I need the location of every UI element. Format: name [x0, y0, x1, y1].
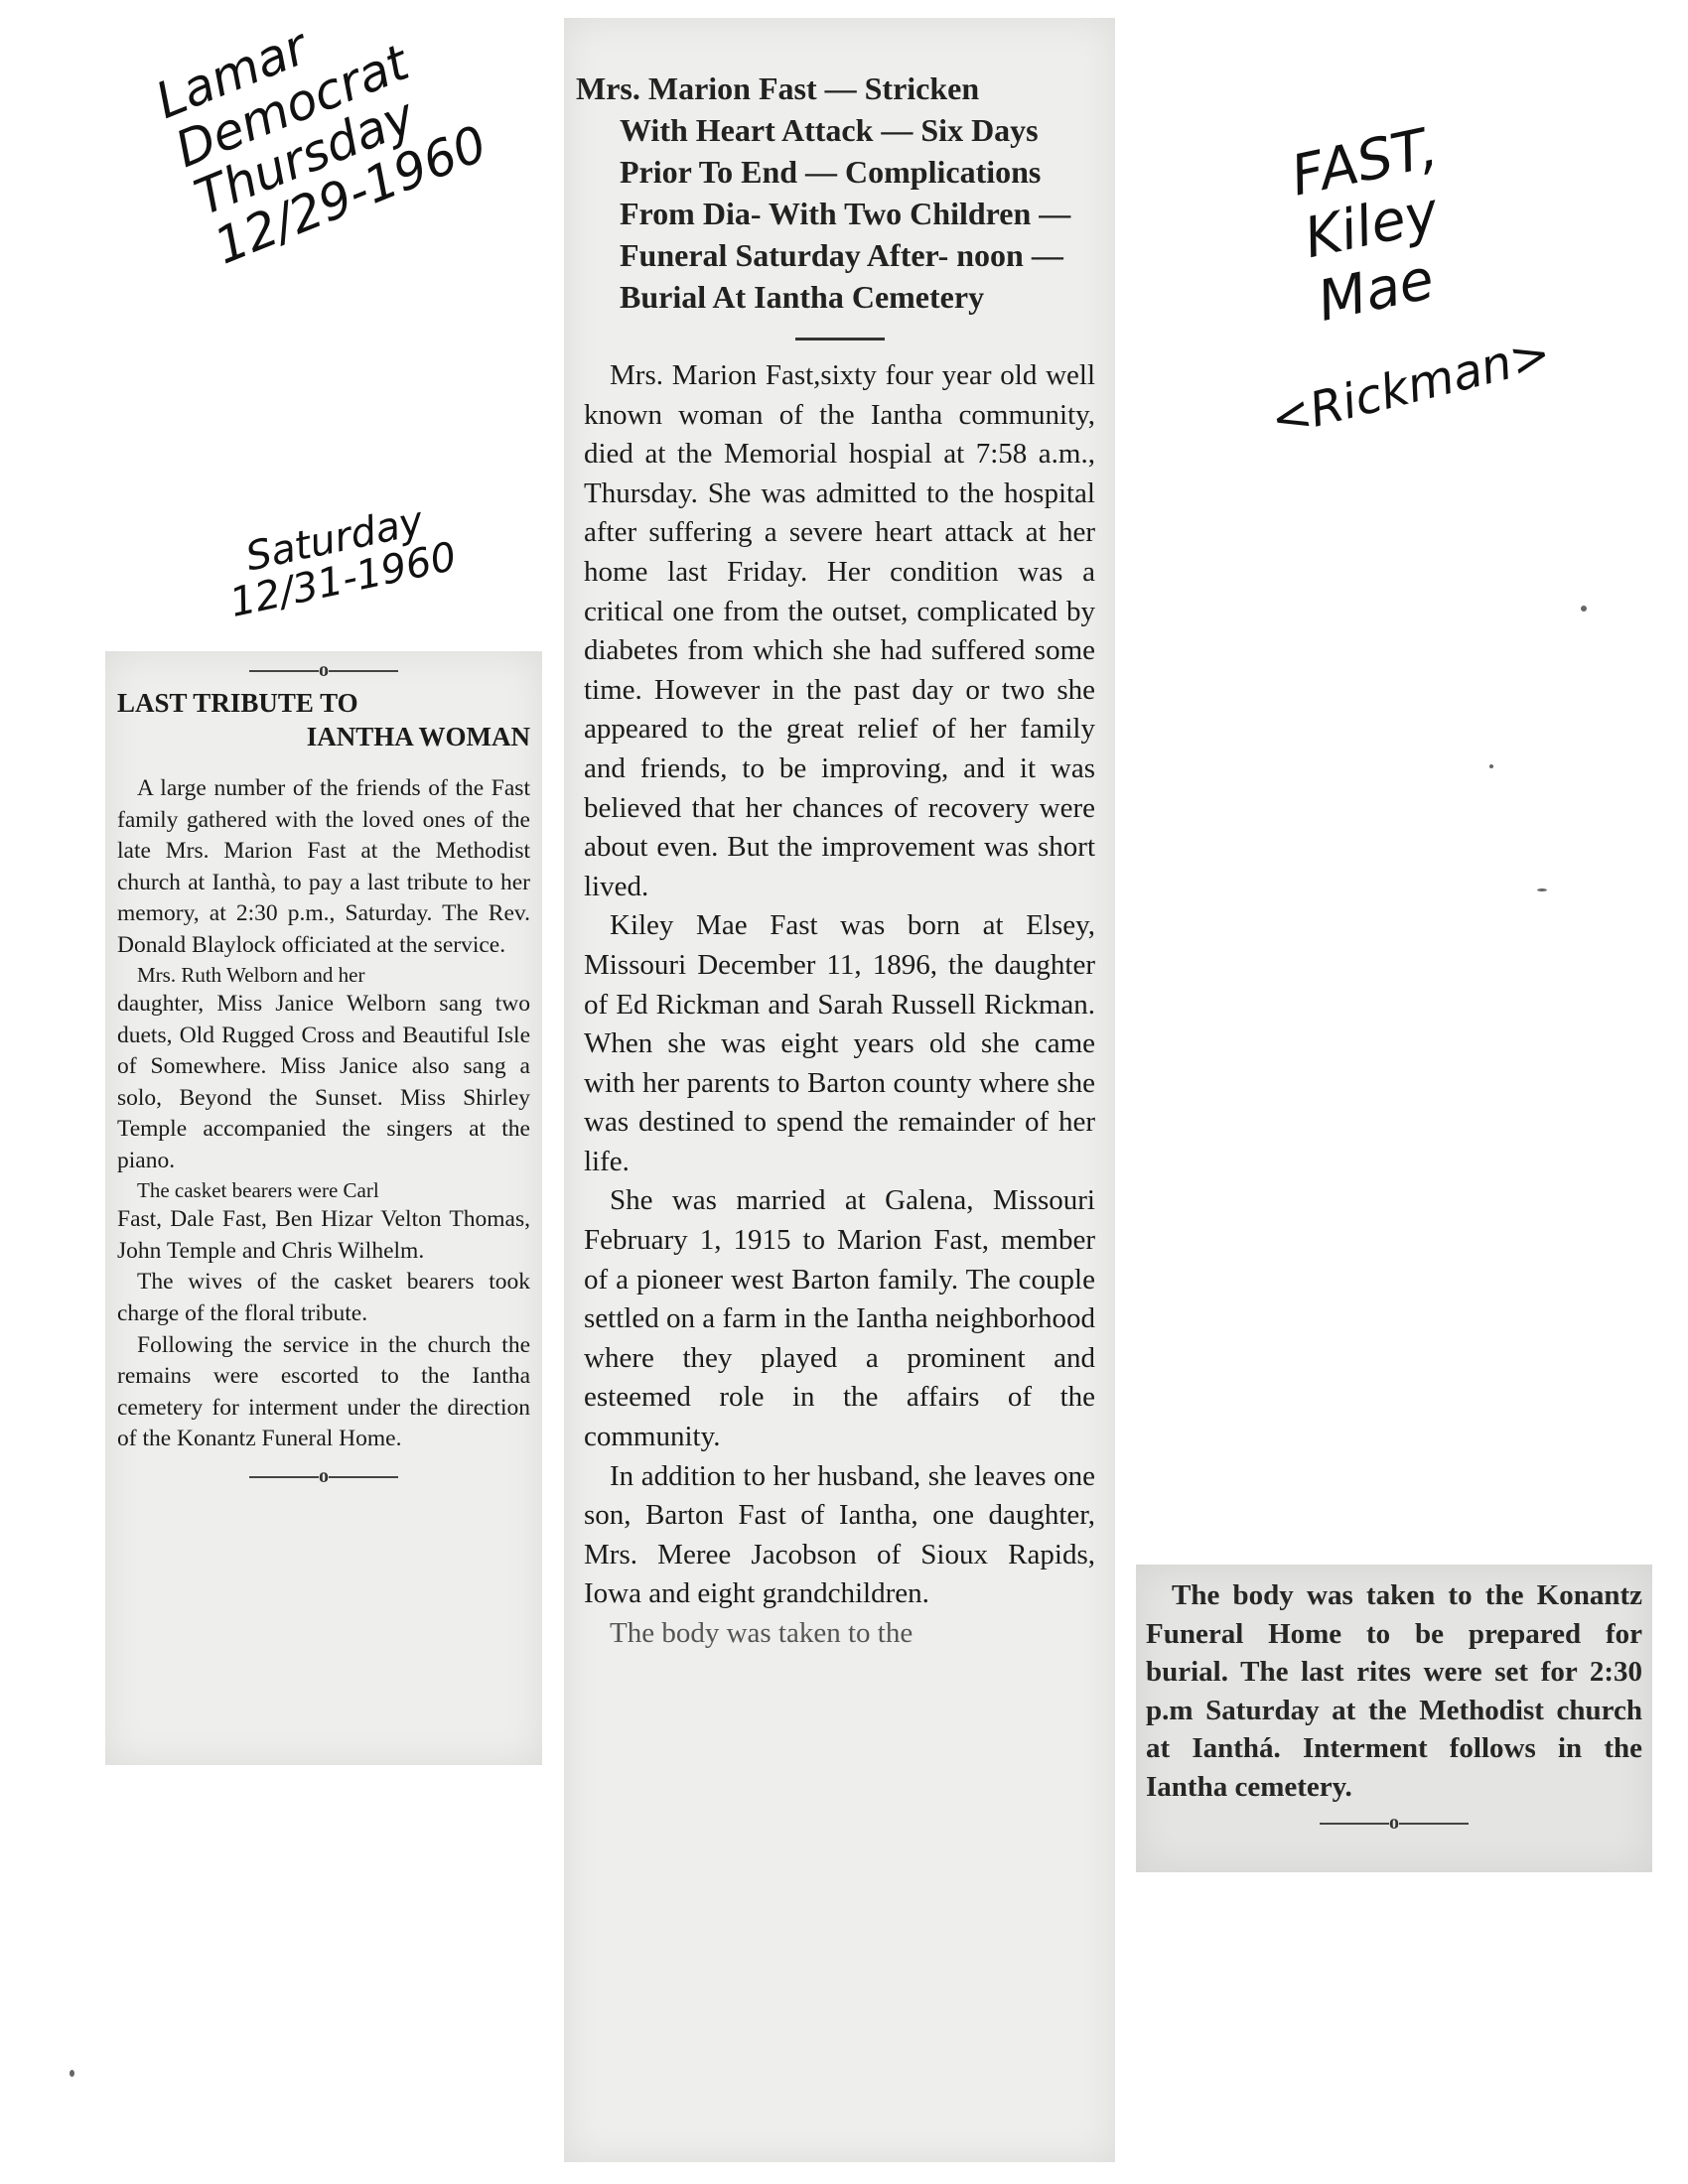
headline-rule — [795, 338, 885, 341]
continuation-clipping — [1136, 1565, 1652, 1872]
scan-speck — [70, 2070, 74, 2077]
bottom-separator: o — [117, 1465, 530, 1488]
last-tribute-headline — [117, 686, 530, 753]
tribute-paragraph-service: A large number of the friends of the Fast family gathered with the loved ones of the late Mrs. Marion Fast at the Methodist church at Ianthà, to pay a last tribute to her memory, at 2:30 p.m., Saturday. The Rev. Donald Blaylock officiated at the service. — [117, 775, 530, 958]
main-headline-first-line: Mrs. Marion Fast — Stricken — [576, 70, 980, 106]
tribute-paragraph-singers-start: Mrs. Ruth Welborn and her — [137, 962, 365, 987]
main-headline-continuation: With Heart Attack — Six Days Prior To End — Complications From Dia- With Two Children — Funeral Saturday After- noon — Burial At Iantha Cemetery — [620, 112, 1071, 315]
main-headline — [576, 68, 1095, 318]
continuation-separator: o — [1146, 1812, 1642, 1835]
headline-line-1: LAST TRIBUTE TO — [117, 688, 358, 718]
tribute-paragraph-singers: daughter, Miss Janice Welborn sang two duets, Old Rugged Cross and Beautiful Isle of Somewhere. Miss Janice also sang a solo, Beyond the Sunset. Miss Shirley Temple accompanied the singers at the piano. — [117, 991, 530, 1174]
paragraph-death-notice: Mrs. Marion Fast,sixty four year old well known woman of the Iantha community, died at the Memorial hospial at 7:58 a.m., Thursday. She was admitted to the hospital after suffering a severe heart attack at her home last Friday. Her condition was a critical one from the outset, complicated by diabetes from which she had suffered some time. However in the past day or two she appeared to the great relief of her family and friends, to be improving, and it was believed that her chances of recovery were about even. But the improvement was short lived. — [584, 359, 1095, 902]
tribute-paragraph-interment: Following the service in the church the remains were escorted to the Iantha cemetery for interment under the direction of the Konantz Funeral Home. — [117, 1331, 530, 1452]
handwritten-note-maiden-name: <Rickman> — [1265, 325, 1557, 449]
paragraph-cut-off: The body was taken to the — [610, 1617, 914, 1649]
tribute-paragraph-floral: The wives of the casket bearers took charge of the floral tribute. — [117, 1269, 530, 1326]
paragraph-survivors: In addition to her husband, she leaves one son, Barton Fast of Iantha, one daughter, Mrs. Meree Jacobson of Sioux Rapids, Iowa and eight grandchildren. — [584, 1459, 1095, 1610]
main-obituary-clipping — [564, 18, 1115, 2162]
tribute-paragraph-bearers-start: The casket bearers were Carl — [137, 1177, 379, 1202]
handwritten-note-name: FAST, Kiley Mae — [1285, 115, 1445, 335]
scan-speck — [1581, 606, 1587, 612]
main-article-body — [584, 356, 1095, 1654]
top-separator: o — [117, 659, 530, 682]
handwritten-note-saturday-date: Saturday 12/31-1960 — [225, 497, 461, 626]
headline-line-2: IANTHA WOMAN — [306, 722, 530, 751]
continuation-paragraph: The body was taken to the Konantz Funeral Home to be prepared for burial. The last rites were set for 2:30 p.m Saturday at the Methodist church at Ianthá. Interment follows in the Iantha cemetery. — [1146, 1579, 1642, 1803]
scan-speck — [1537, 888, 1547, 891]
last-tribute-clipping — [105, 651, 542, 1765]
paragraph-marriage: She was married at Galena, Missouri February 1, 1915 to Marion Fast, member of a pioneer west Barton family. The couple settled on a farm in the Iantha neighborhood where they played a prominent and esteemed role in the affairs of the community. — [584, 1184, 1095, 1453]
paragraph-birth: Kiley Mae Fast was born at Elsey, Missouri December 11, 1896, the daughter of Ed Rickman and Sarah Russell Rickman. When she was eight years old she came with her parents to Barton county where she was destined to spend the remainder of her life. — [584, 909, 1095, 1177]
handwritten-note-newspaper-date: Lamar Democrat Thursday 12/29-1960 — [147, 17, 494, 276]
scan-speck — [1489, 764, 1493, 768]
tribute-paragraph-bearers: Fast, Dale Fast, Ben Hizar Velton Thomas, John Temple and Chris Wilhelm. — [117, 1206, 530, 1264]
